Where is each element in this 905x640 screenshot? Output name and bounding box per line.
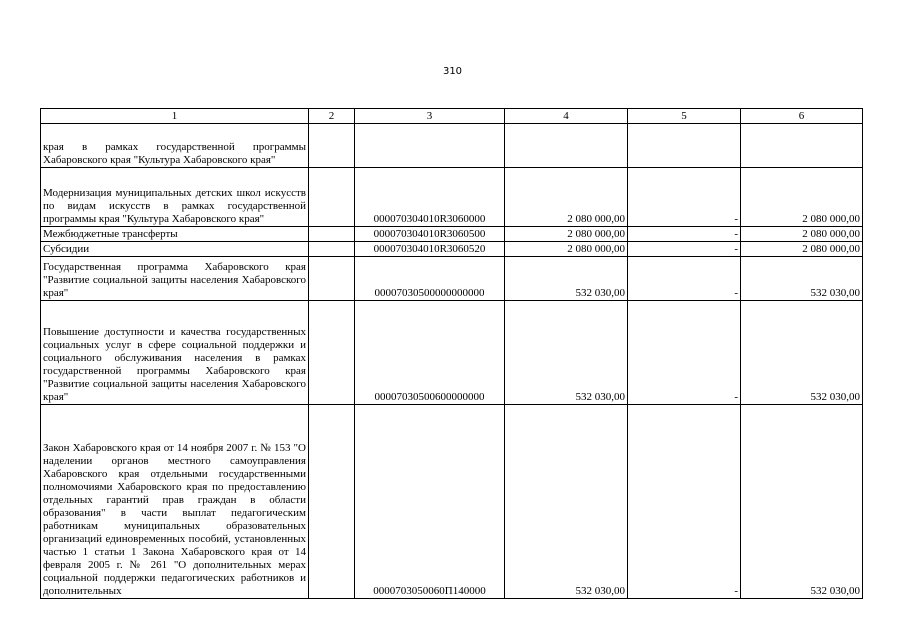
header-col-6: 6	[741, 109, 863, 124]
row-name: Модернизация муниципальных детских школ искусств по видам искусств в рамках государственной программы края "Культура Хабаровского края"	[41, 168, 309, 227]
row-sum-4	[505, 124, 628, 168]
row-name: Закон Хабаровского края от 14 ноября 2007 г. № 153 "О наделении органов местного самоуправления Хабаровского края отдельными государственными полномочиями Хабаровского края по предоставлению отдельных гарантий прав граждан в области образования" в части выплат педагогическим работникам муниципальных образовательных организаций единовременных пособий, установленных частью 1 статьи 1 Закона Хабаровского края от 14 февраля 2005 г. № 261 "О дополнительных мерах социальной поддержки педагогических работников и дополнительных	[41, 405, 309, 599]
row-sum-6	[741, 124, 863, 168]
table-row	[41, 227, 863, 242]
row-code: 00007030500600000000	[355, 301, 505, 405]
row-name: Межбюджетные трансферты	[41, 227, 309, 242]
row-sum-5: -	[628, 168, 741, 227]
row-sum-5: -	[628, 227, 741, 242]
row-sum-5: -	[628, 405, 741, 599]
row-sum-4: 532 030,00	[505, 405, 628, 599]
row-col-2	[309, 124, 355, 168]
row-name: Субсидии	[41, 242, 309, 257]
header-col-3: 3	[355, 109, 505, 124]
header-col-1: 1	[41, 109, 309, 124]
page-number: 310	[442, 66, 463, 77]
row-code	[355, 124, 505, 168]
row-sum-4: 532 030,00	[505, 301, 628, 405]
row-col-2	[309, 168, 355, 227]
row-sum-5: -	[628, 242, 741, 257]
table-row	[41, 242, 863, 257]
row-sum-6: 2 080 000,00	[741, 242, 863, 257]
row-sum-5: -	[628, 257, 741, 301]
header-col-4: 4	[505, 109, 628, 124]
header-col-5: 5	[628, 109, 741, 124]
row-code: 0000703050060П140000	[355, 405, 505, 599]
row-col-2	[309, 242, 355, 257]
row-col-2	[309, 405, 355, 599]
row-col-2	[309, 257, 355, 301]
row-sum-6: 2 080 000,00	[741, 168, 863, 227]
table-row	[41, 301, 863, 405]
row-sum-4: 2 080 000,00	[505, 242, 628, 257]
row-sum-5: -	[628, 301, 741, 405]
row-sum-4: 2 080 000,00	[505, 168, 628, 227]
row-sum-4: 2 080 000,00	[505, 227, 628, 242]
table-row	[41, 405, 863, 599]
table-row	[41, 124, 863, 168]
row-sum-4: 532 030,00	[505, 257, 628, 301]
row-name: Повышение доступности и качества государственных социальных услуг в сфере социальной поддержки и социального обслуживания населения в рамках государственной программы Хабаровского края "Развитие социальной защиты населения Хабаровского края"	[41, 301, 309, 405]
row-sum-6: 532 030,00	[741, 405, 863, 599]
row-sum-6: 532 030,00	[741, 301, 863, 405]
row-col-2	[309, 227, 355, 242]
row-sum-5	[628, 124, 741, 168]
row-name: края в рамках государственной программы Хабаровского края "Культура Хабаровского края"	[41, 124, 309, 168]
row-code: 00007030500000000000	[355, 257, 505, 301]
header-col-2: 2	[309, 109, 355, 124]
row-code: 000070304010R3060500	[355, 227, 505, 242]
row-col-2	[309, 301, 355, 405]
table-row	[41, 257, 863, 301]
row-name: Государственная программа Хабаровского края "Развитие социальной защиты населения Хабаровского края"	[41, 257, 309, 301]
row-sum-6: 532 030,00	[741, 257, 863, 301]
budget-table	[40, 108, 863, 599]
table-row	[41, 168, 863, 227]
row-sum-6: 2 080 000,00	[741, 227, 863, 242]
row-code: 000070304010R3060520	[355, 242, 505, 257]
row-code: 000070304010R3060000	[355, 168, 505, 227]
table-header-row	[41, 109, 863, 124]
